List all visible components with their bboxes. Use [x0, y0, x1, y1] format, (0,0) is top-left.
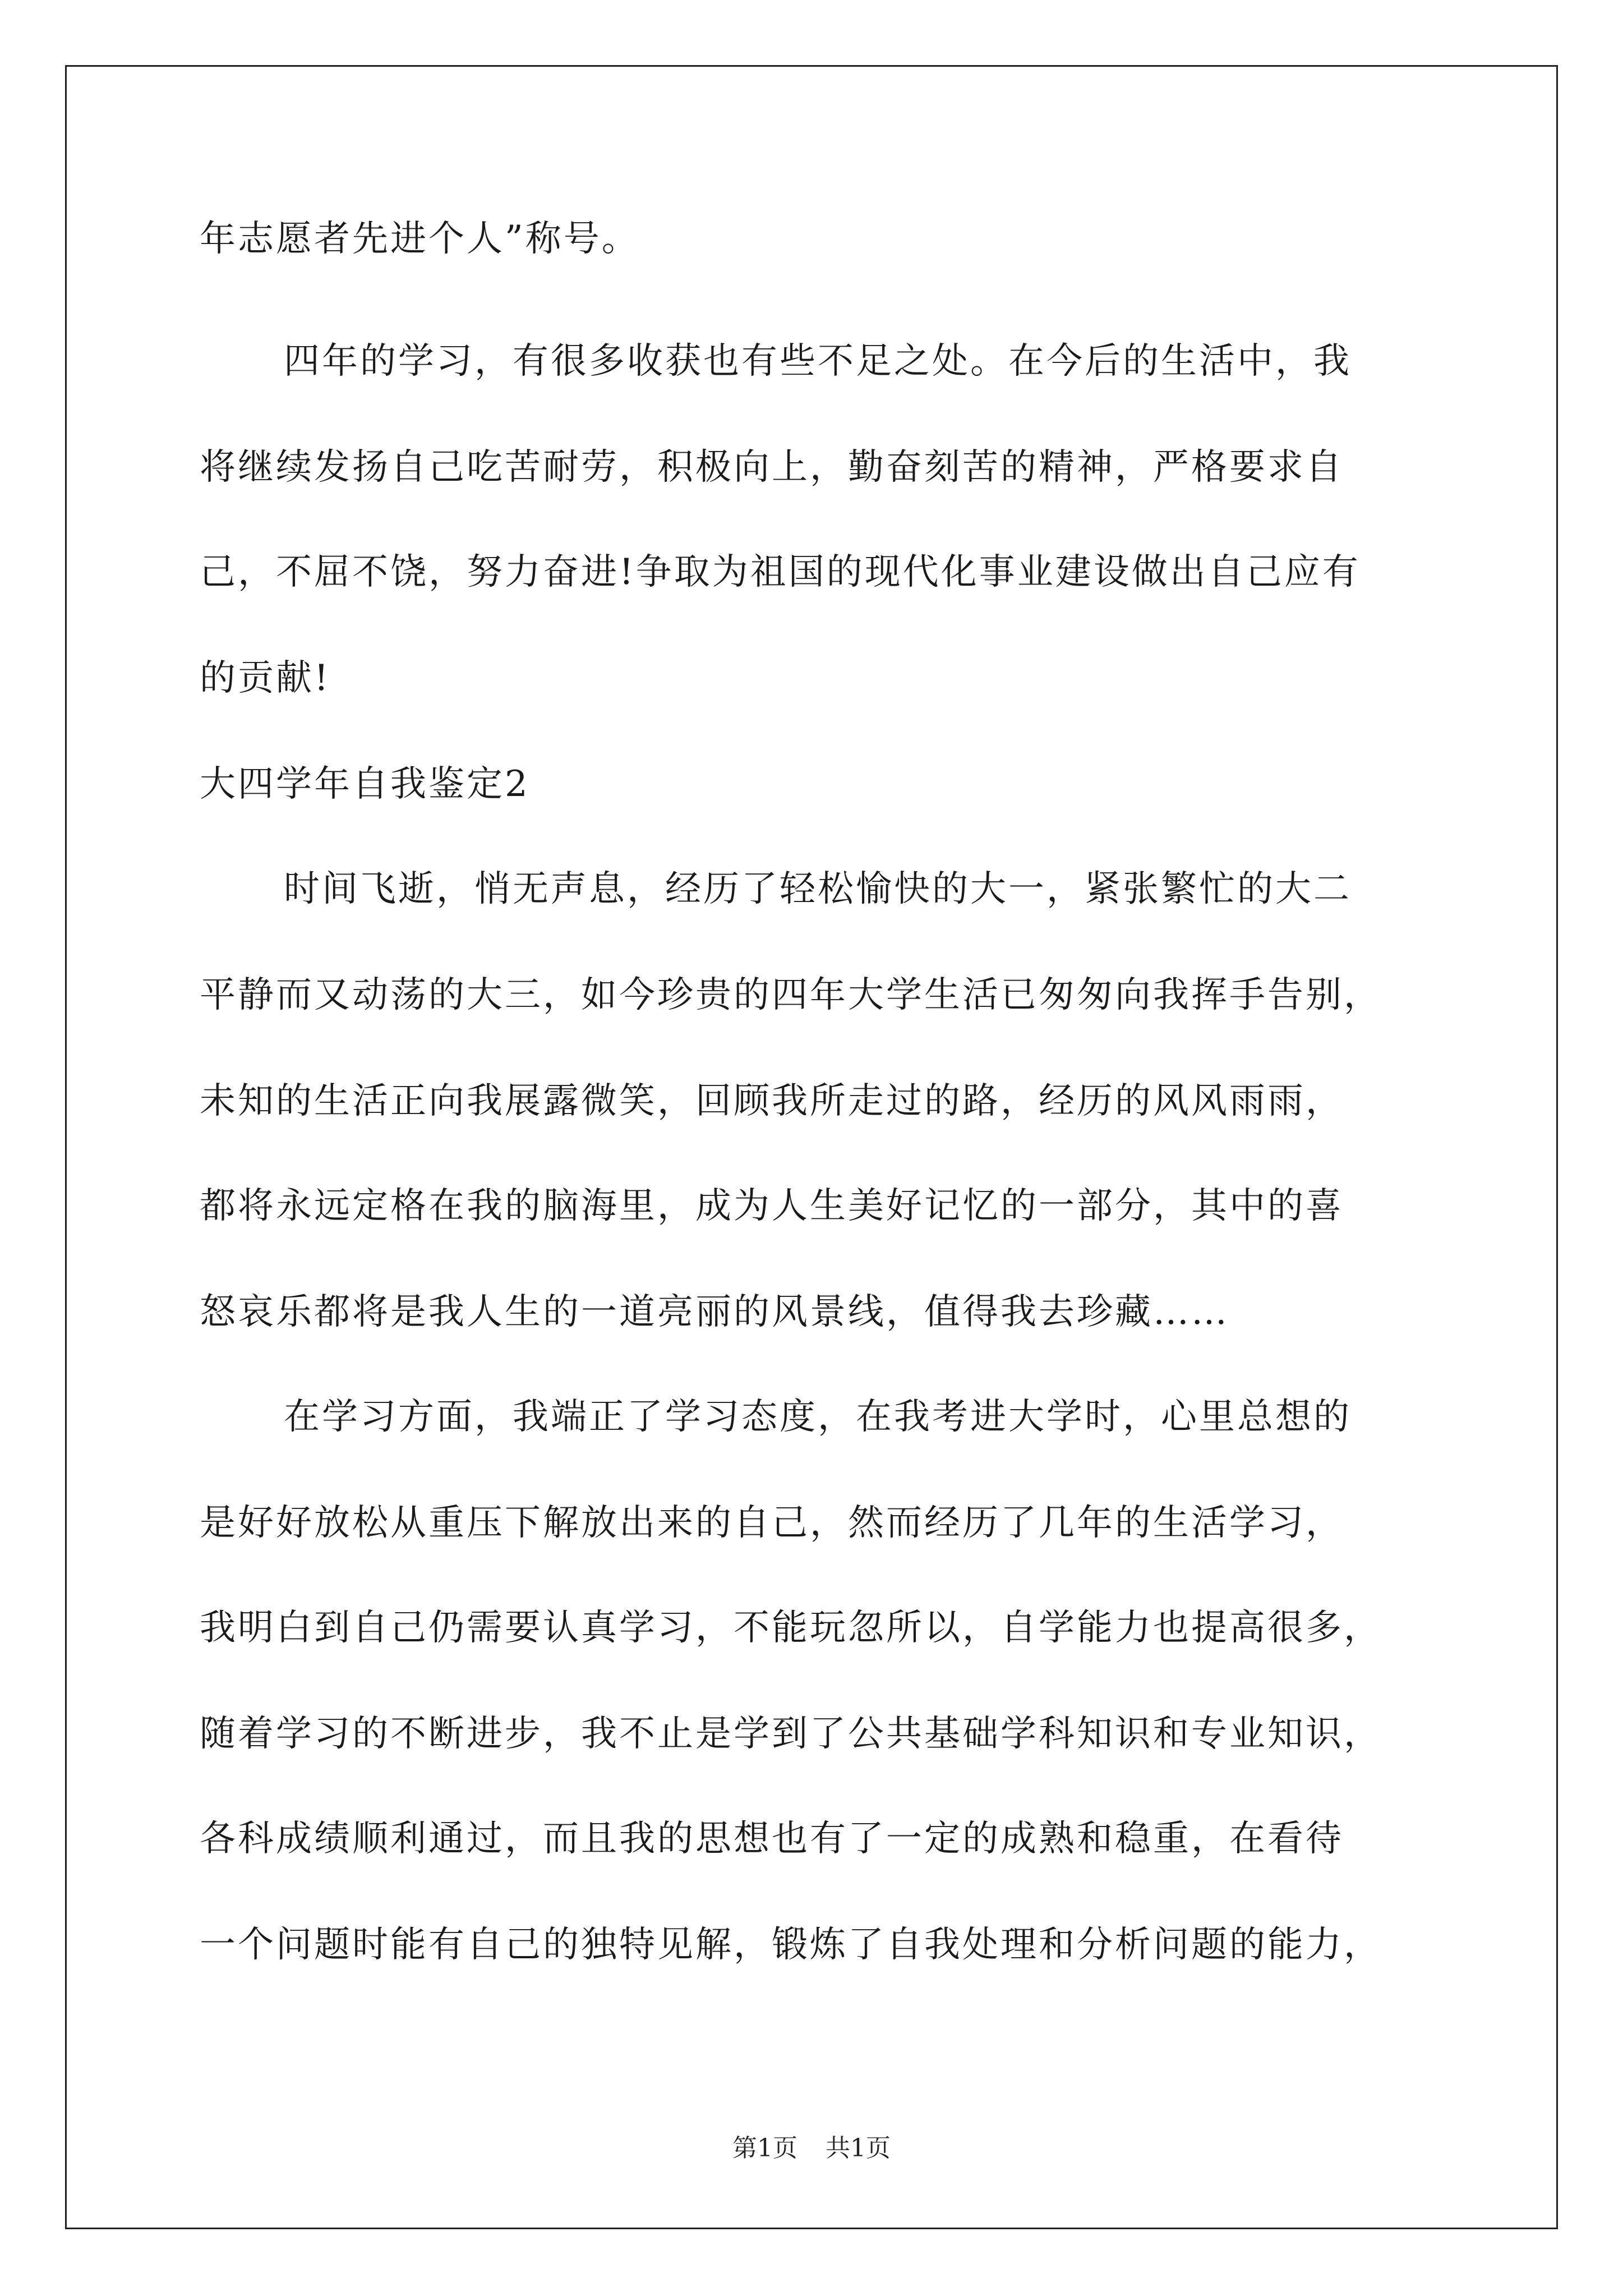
- text-line-3: 将继续发扬自己吃苦耐劳，积极向上，勤奋刻苦的精神，严格要求自: [200, 447, 1344, 488]
- text-line-4: 己，不屈不饶，努力奋进!争取为祖国的现代化事业建设做出自己应有: [200, 551, 1361, 593]
- text-line-7: 时间飞逝，悄无声息，经历了轻松愉快的大一，紧张繁忙的大二: [284, 868, 1352, 910]
- page-number-current: 第1页: [732, 2134, 797, 2162]
- text-line-1: 年志愿者先进个人”称号。: [200, 218, 640, 260]
- text-line-14: 我明白到自己仍需要认真学习，不能玩忽所以，自学能力也提高很多，: [200, 1607, 1382, 1649]
- page-border: [65, 65, 1558, 2229]
- text-line-11: 怒哀乐都将是我人生的一道亮丽的风景线，值得我去珍藏……: [200, 1291, 1229, 1333]
- text-line-16: 各科成绩顺利通过，而且我的思想也有了一定的成熟和稳重，在看待: [200, 1818, 1344, 1860]
- text-line-13: 是好好放松从重压下解放出来的自己，然而经历了几年的生活学习，: [200, 1502, 1344, 1544]
- text-line-5: 的贡献!: [200, 657, 331, 699]
- text-line-10: 都将永远定格在我的脑海里，成为人生美好记忆的一部分，其中的喜: [200, 1185, 1344, 1227]
- page-number-total: 共1页: [826, 2134, 891, 2162]
- text-line-15: 随着学习的不断进步，我不止是学到了公共基础学科知识和专业知识，: [200, 1713, 1382, 1755]
- text-line-12: 在学习方面，我端正了学习态度，在我考进大学时，心里总想的: [284, 1396, 1352, 1438]
- text-line-9: 未知的生活正向我展露微笑，回顾我所走过的路，经历的风风雨雨，: [200, 1080, 1344, 1122]
- text-line-8: 平静而又动荡的大三，如今珍贵的四年大学生活已匆匆向我挥手告别，: [200, 974, 1382, 1016]
- text-line-2: 四年的学习，有很多收获也有些不足之处。在今后的生活中，我: [284, 341, 1352, 382]
- text-line-17: 一个问题时能有自己的独特见解，锻炼了自我处理和分析问题的能力，: [200, 1924, 1382, 1966]
- section-heading: 大四学年自我鉴定2: [200, 763, 530, 805]
- page-footer: [0, 2136, 1623, 2161]
